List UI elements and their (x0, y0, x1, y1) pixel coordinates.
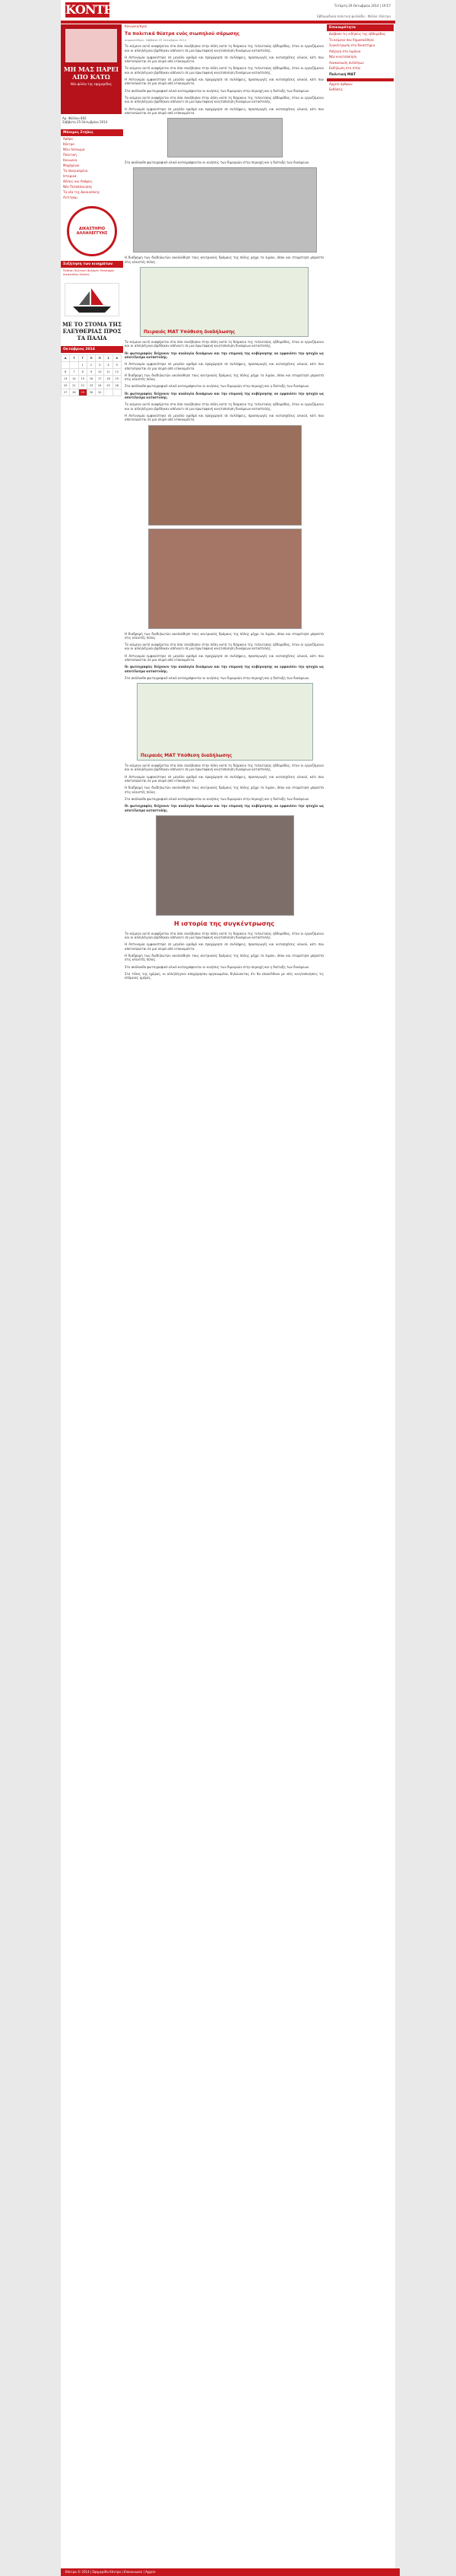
highlight-paragraph: Οι φωτογραφίες δείχνουν την αναλογία δυνάμεων και την επιμονή της κυβέρνησης να εμφανίσει την ησυχία ως αποτέλεσμα καταστολής. (125, 391, 324, 400)
photo-protest-3 (156, 815, 294, 916)
sidebar-link[interactable]: Διάβασε τις ειδήσεις της εβδομάδας (329, 32, 386, 36)
sidebar-link[interactable]: Το κείμενο που δημοσιεύθηκε (329, 37, 374, 42)
footer: Κόντρα © 2014 | Εφημερίδα Κόντρα | Επικοινωνία | Αρχείο (61, 2568, 400, 2576)
paragraph: Το κείμενο αυτό αναφέρεται στα όσα συνέβησαν στην πόλη κατά τη διάρκεια της τελευταίας εβδομάδας, όταν οι εργαζόμενοι και οι αλληλέγγυοι βρέθηκαν απέναντι σε μια πρωτοφανή κινητοποίηση δυνάμεων καταστολής. (125, 44, 324, 52)
map-label: Πειραιάς ΜΑΤ Υπόθεση διαδήλωσης (141, 753, 233, 759)
archive-links (327, 81, 394, 93)
calendar-day (62, 361, 70, 368)
calendar-day[interactable]: 20 (62, 382, 70, 389)
sidebar-link[interactable]: Απεργία στα λιμάνια (329, 49, 361, 53)
paragraph: Στο ακόλουθο φωτογραφικό υλικό καταγράφονται οι κινήσεις των διμοιριών στην περιοχή και η διάταξη των δυνάμεων. (125, 796, 310, 801)
issue-date: Σάββατο 25 Οκτωβρίου 2014 (62, 120, 108, 125)
paragraph: Το κείμενο αυτό αναφέρεται στα όσα συνέβησαν στην πόλη κατά τη διάρκεια της τελευταίας εβδομάδας, όταν οι εργαζόμενοι και οι αλληλέγγυοι βρέθηκαν απέναντι σε μια πρωτοφανή κινητοποίηση δυνάμεων καταστολής. (125, 643, 324, 651)
calendar-day[interactable]: 25 (104, 382, 112, 389)
paragraph: Η διαδρομή των διαδηλωτών ακολούθησε τους κεντρικούς δρόμους της πόλης μέχρι το λιμάνι, όπου και σταμάτησε μπροστά στις κλειστές πύλες. (125, 373, 324, 382)
calendar-day[interactable]: 23 (87, 382, 95, 389)
paragraph: Η διαδρομή των διαδηλωτών ακολούθησε τους κεντρικούς δρόμους της πόλης μέχρι το λιμάνι, όπου και σταμάτησε μπροστά στις κλειστές πύλες. (125, 786, 324, 794)
paragraph: Η διαδρομή των διαδηλωτών ακολούθησε τους κεντρικούς δρόμους της πόλης μέχρι το λιμάνι, όπου και σταμάτησε μπροστά στις κλειστές πύλες. (125, 256, 324, 264)
calendar-day[interactable]: 10 (96, 368, 104, 375)
photo-protest-1 (148, 425, 302, 526)
menu-item[interactable]: Κοινωνία (63, 157, 78, 162)
calendar-day[interactable]: 16 (87, 375, 95, 382)
paragraph: Στο ακόλουθο φωτογραφικό υλικό καταγράφονται οι κινήσεις των διμοιριών στην περιοχή και η διάταξη των δυνάμεων. (125, 675, 310, 680)
calendar-day[interactable]: 2 (87, 361, 95, 368)
calendar-day[interactable]: 8 (78, 368, 87, 375)
paragraph: Το κείμενο αυτό αναφέρεται στα όσα συνέβησαν στην πόλη κατά τη διάρκεια της τελευταίας εβδομάδας, όταν οι εργαζόμενοι και οι αλληλέγγυοι βρέθηκαν απέναντι σε μια πρωτοφανή κινητοποίηση δυνάμεων καταστολής. (125, 340, 324, 348)
calendar-weekday: Τ (70, 354, 78, 361)
site-logo[interactable]: ΚΟΝΤΡΑ (65, 2, 121, 17)
sidebar-link[interactable]: Αρχείο άρθρων (329, 81, 353, 86)
calendar-weekday: Δ (62, 354, 70, 361)
paragraph: Το κείμενο αυτό αναφέρεται στα όσα συνέβησαν στην πόλη κατά τη διάρκεια της τελευταίας εβδομάδας, όταν οι εργαζόμενοι και οι αλληλέγγυοι βρέθηκαν απέναντι σε μια πρωτοφανή κινητοποίηση δυνάμεων καταστολής. (125, 764, 324, 772)
right-header-news: Επικαιρότητα (327, 24, 394, 31)
calendar-day[interactable]: 17 (96, 375, 104, 382)
promo-title: ΜΗ ΜΑΣ ΠΑΡΕΙ ΑΠΟ ΚΑΤΩ (63, 65, 119, 81)
menu-item[interactable]: Νέοι Λεύκωμα (63, 147, 85, 151)
highlight-paragraph: Οι φωτογραφίες δείχνουν την αναλογία δυνάμεων και την επιμονή της κυβέρνησης να εμφανίσει την ησυχία ως αποτέλεσμα καταστολής. (125, 351, 324, 359)
menu-header: Μόνιμες Στήλες (61, 129, 123, 136)
paragraph: Η διαδρομή των διαδηλωτών ακολούθησε τους κεντρικούς δρόμους της πόλης μέχρι το λιμάνι, όπου και σταμάτησε μπροστά στις κλειστές πύλες. (125, 631, 324, 640)
calendar-day[interactable]: 27 (62, 389, 70, 395)
news-links (327, 31, 394, 71)
sidebar-link[interactable]: Εκδήλωση στο στέκι (329, 66, 361, 70)
paragraph: Η Αστυνομία εμφανίστηκε σε μεγάλο αριθμό και προχώρησε σε συλλήψεις, προσαγωγές και κατασχέσεις υλικού, κάτι που αποτυπώνεται σε μια σειρά από ντοκουμέντα. (125, 942, 324, 951)
date-text: Τετάρτη 29 Οκτωβρίου 2014 | 19:57 (334, 4, 391, 8)
nav-bar (61, 21, 395, 24)
calendar-day[interactable]: 28 (70, 389, 78, 395)
calendar-day[interactable]: 29 (78, 389, 87, 395)
section-heading: Η ιστορία της συγκέντρωσης (173, 920, 274, 927)
paragraph: Η Αστυνομία εμφανίστηκε σε μεγάλο αριθμό και προχώρησε σε συλλήψεις, προσαγωγές και κατασχέσεις υλικού, κάτι που αποτυπώνεται σε μια σειρά από ντοκουμέντα. (125, 55, 324, 64)
sidebar-link[interactable]: Συγκέντρωση στα δικαστήρια (329, 43, 375, 47)
calendar-day[interactable]: 4 (104, 361, 112, 368)
issue-number: Αρ. Φύλλου 802 (62, 116, 87, 120)
menu-item[interactable]: Αντιτρομ (63, 195, 78, 199)
calendar-weekday: Π (87, 354, 95, 361)
header (61, 0, 395, 21)
paragraph: Στο ακόλουθο φωτογραφικό υλικό καταγράφονται οι κινήσεις των διμοιριών στην περιοχή και η διάταξη των δυνάμεων. (125, 964, 310, 969)
solidarity-logo[interactable]: ΔΙΚΑΣΤΗΡΙΟ ΑΛΛΗΛΕΓΓΥΗΣ (67, 206, 117, 256)
calendar-day[interactable]: 9 (87, 368, 95, 375)
left-column (61, 24, 123, 396)
paragraph: Η Αστυνομία εμφανίστηκε σε μεγάλο αριθμό και προχώρησε σε συλλήψεις, προσαγωγές και κατασχέσεις υλικού, κάτι που αποτυπώνεται σε μια σειρά από ντοκουμέντα. (125, 774, 324, 783)
menu-item[interactable]: Πολιτική (63, 152, 77, 157)
map-label: Πειραιάς ΜΑΤ Υπόθεση διαδήλωσης (144, 329, 236, 335)
paragraph: Το κείμενο αυτό αναφέρεται στα όσα συνέβησαν στην πόλη κατά τη διάρκεια της τελευταίας εβδομάδας, όταν οι εργαζόμενοι και οι αλληλέγγυοι βρέθηκαν απέναντι σε μια πρωτοφανή κινητοποίηση δυνάμεων καταστολής. (125, 402, 324, 411)
menu-item[interactable]: Νέα Πελοπόννησος (63, 184, 93, 189)
menu-item[interactable]: Τα πλαγιασμένα (63, 168, 88, 173)
highlight-paragraph: Οι φωτογραφίες δείχνουν την αναλογία δυνάμεων και την επιμονή της κυβέρνησης να εμφανίσει την ησυχία ως αποτέλεσμα καταστολής. (125, 804, 324, 812)
paragraph: Στο ακόλουθο φωτογραφικό υλικό καταγράφονται οι κινήσεις των διμοιριών στην περιοχή και η διάταξη των δυνάμεων. (125, 160, 310, 165)
calendar-day (70, 361, 78, 368)
promo-box[interactable] (61, 24, 122, 114)
tag-cloud[interactable]: Έκθεση Πολιτική Φυλακές Ρατσισμός Δικαιοσύνη Αγώνες (63, 268, 115, 276)
calendar[interactable] (61, 354, 122, 396)
ship-icon (65, 283, 119, 316)
sidebar-link[interactable]: Νέα κινητοποίηση (329, 55, 357, 59)
calendar-weekday: Κ (112, 354, 121, 361)
paragraph: Η διαδρομή των διαδηλωτών ακολούθησε τους κεντρικούς δρόμους της πόλης μέχρι το λιμάνι, όπου και σταμάτησε μπροστά στις κλειστές πύλες. (125, 954, 324, 962)
calendar-day[interactable]: 3 (96, 361, 104, 368)
calendar-day (112, 389, 121, 395)
menu-item[interactable]: Κόντρα (63, 141, 74, 146)
calendar-day[interactable]: 31 (96, 389, 104, 395)
promo-subtitle: Νέο φύλλο της εφημερίδας (70, 82, 112, 86)
paragraph: Η Αστυνομία εμφανίστηκε σε μεγάλο αριθμό και προχώρησε σε συλλήψεις, προσαγωγές και κατασχέσεις υλικού, κάτι που αποτυπώνεται σε μια σειρά από ντοκουμέντα. (125, 362, 324, 370)
calendar-day (104, 389, 112, 395)
menu-list (61, 136, 123, 200)
menu-item[interactable]: Ιστορικά (63, 173, 77, 178)
route-map (140, 267, 309, 337)
photo-police-line (167, 118, 283, 157)
breadcrumb[interactable]: Κοινωνία/Ιεροί (125, 24, 147, 28)
paragraph: Η Αστυνομία εμφανίστηκε σε μεγάλο αριθμό και προχώρησε σε συλλήψεις, προσαγωγές και κατασχέσεις υλικού, κάτι που αποτυπώνεται σε μια σειρά από ντοκουμέντα. (125, 78, 324, 86)
highlight-paragraph: Οι φωτογραφίες δείχνουν την αναλογία δυνάμεων και την επιμονή της κυβέρνησης να εμφανίσει την ησυχία ως αποτέλεσμα καταστολής. (125, 665, 324, 673)
calendar-weekday: Τ (78, 354, 87, 361)
route-map-2 (137, 683, 313, 761)
paragraph: Το κείμενο αυτό αναφέρεται στα όσα συνέβησαν στην πόλη κατά τη διάρκεια της τελευταίας εβδομάδας, όταν οι εργαζόμενοι και οι αλληλέγγυοι βρέθηκαν απέναντι σε μια πρωτοφανή κινητοποίηση δυνάμεων καταστολής. (125, 95, 324, 104)
paragraph: Το κείμενο αυτό αναφέρεται στα όσα συνέβησαν στην πόλη κατά τη διάρκεια της τελευταίας εβδομάδας, όταν οι εργαζόμενοι και οι αλληλέγγυοι βρέθηκαν απέναντι σε μια πρωτοφανή κινητοποίηση δυνάμεων καταστολής. (125, 931, 324, 940)
calendar-day[interactable]: 1 (78, 361, 87, 368)
calendar-title: Οκτώβριος 2014 (61, 346, 123, 353)
calendar-day[interactable]: 11 (104, 368, 112, 375)
paragraph: Η Αστυνομία εμφανίστηκε σε μεγάλο αριθμό και προχώρησε σε συλλήψεις, προσαγωγές και κατασχέσεις υλικού, κάτι που αποτυπώνεται σε μια σειρά από ντοκουμέντα. (125, 413, 324, 422)
calendar-weekday: Σ (104, 354, 112, 361)
calendar-day[interactable]: 5 (112, 361, 121, 368)
article-meta: Δημοσιεύθηκε: Σάββατο 25 Οκτωβρίου 2014 (125, 39, 186, 43)
calendar-day[interactable]: 21 (70, 382, 78, 389)
calendar-day[interactable]: 7 (70, 368, 78, 375)
menu-item[interactable]: Τα νέα της Δικαιοσύνης (63, 189, 100, 194)
calendar-day[interactable]: 18 (104, 375, 112, 382)
menu-item[interactable]: Μαχόμενοι (63, 163, 80, 167)
right-column (327, 24, 394, 93)
paragraph: Στο τέλος της ημέρας, οι αλληλέγγυοι αποχώρησαν οργανωμένα, δηλώνοντας ότι θα επανέλθουν με νέες κινητοποιήσεις τις επόμενες ημέρες. (125, 971, 324, 980)
calendar-weekday: Π (96, 354, 104, 361)
paragraph: Η Αστυνομία εμφανίστηκε σε μεγάλο αριθμό και προχώρησε σε συλλήψεις, προσαγωγές και κατασχέσεις υλικού, κάτι που αποτυπώνεται σε μια σειρά από ντοκουμέντα. (125, 106, 324, 115)
calendar-day[interactable]: 24 (96, 382, 104, 389)
menu-item[interactable]: Θέσεις και Απόψεις (63, 179, 93, 183)
menu-item[interactable]: Άρθρα (63, 136, 73, 141)
calendar-day[interactable]: 22 (78, 382, 87, 389)
main-column (125, 24, 324, 983)
right-header-politics: Πολιτική ΜΑΤ (329, 72, 356, 77)
promo-image (65, 29, 117, 62)
paragraph: Στο ακόλουθο φωτογραφικό υλικό καταγράφονται οι κινήσεις των διμοιριών στην περιοχή και η διάταξη των δυνάμεων. (125, 88, 310, 93)
calendar-day[interactable]: 12 (112, 368, 121, 375)
page (61, 0, 395, 2576)
photo-riot-police (133, 167, 317, 253)
paragraph: Η Αστυνομία εμφανίστηκε σε μεγάλο αριθμό και προχώρησε σε συλλήψεις, προσαγωγές και κατασχέσεις υλικού, κάτι που αποτυπώνεται σε μια σειρά από ντοκουμέντα. (125, 653, 324, 662)
site-subline: Εβδομαδιαία πολιτική φυλλάδα - Φύλλο: Κόντρα (317, 14, 391, 18)
paragraph: Το κείμενο αυτό αναφέρεται στα όσα συνέβησαν στην πόλη κατά τη διάρκεια της τελευταίας εβδομάδας, όταν οι εργαζόμενοι και οι αλληλέγγυοι βρέθηκαν απέναντι σε μια πρωτοφανή κινητοποίηση δυνάμεων καταστολής. (125, 66, 324, 75)
free-speech-banner[interactable]: ΜΕ ΤΟ ΣΤΟΜΑ ΤΗΣ ΕΛΕΥΘΕΡΙΑΣ ΠΡΟΣ ΤΑ ΠΑΛΙΑ (62, 320, 122, 341)
article-title: Τα πολιτικά θέατρα ενός σιωπηλού σάρωσης (125, 31, 240, 37)
paragraph: Στο ακόλουθο φωτογραφικό υλικό καταγράφονται οι κινήσεις των διμοιριών στην περιοχή και η διάταξη των δυνάμεων. (125, 384, 310, 389)
sidebar-link[interactable]: Ανακοίνωση συλλόγων (329, 60, 364, 65)
photo-protest-2 (148, 529, 302, 629)
calendar-day[interactable]: 15 (78, 375, 87, 382)
calendar-day[interactable]: 13 (62, 375, 70, 382)
calendar-day[interactable]: 14 (70, 375, 78, 382)
calendar-day[interactable]: 26 (112, 382, 121, 389)
sidebar-link[interactable]: Εκδόσεις (329, 87, 344, 91)
calendar-day[interactable]: 19 (112, 375, 121, 382)
tags-header: Συζήτηση των κινημάτων (61, 261, 123, 268)
calendar-day[interactable]: 30 (87, 389, 95, 395)
calendar-day[interactable]: 6 (62, 368, 70, 375)
